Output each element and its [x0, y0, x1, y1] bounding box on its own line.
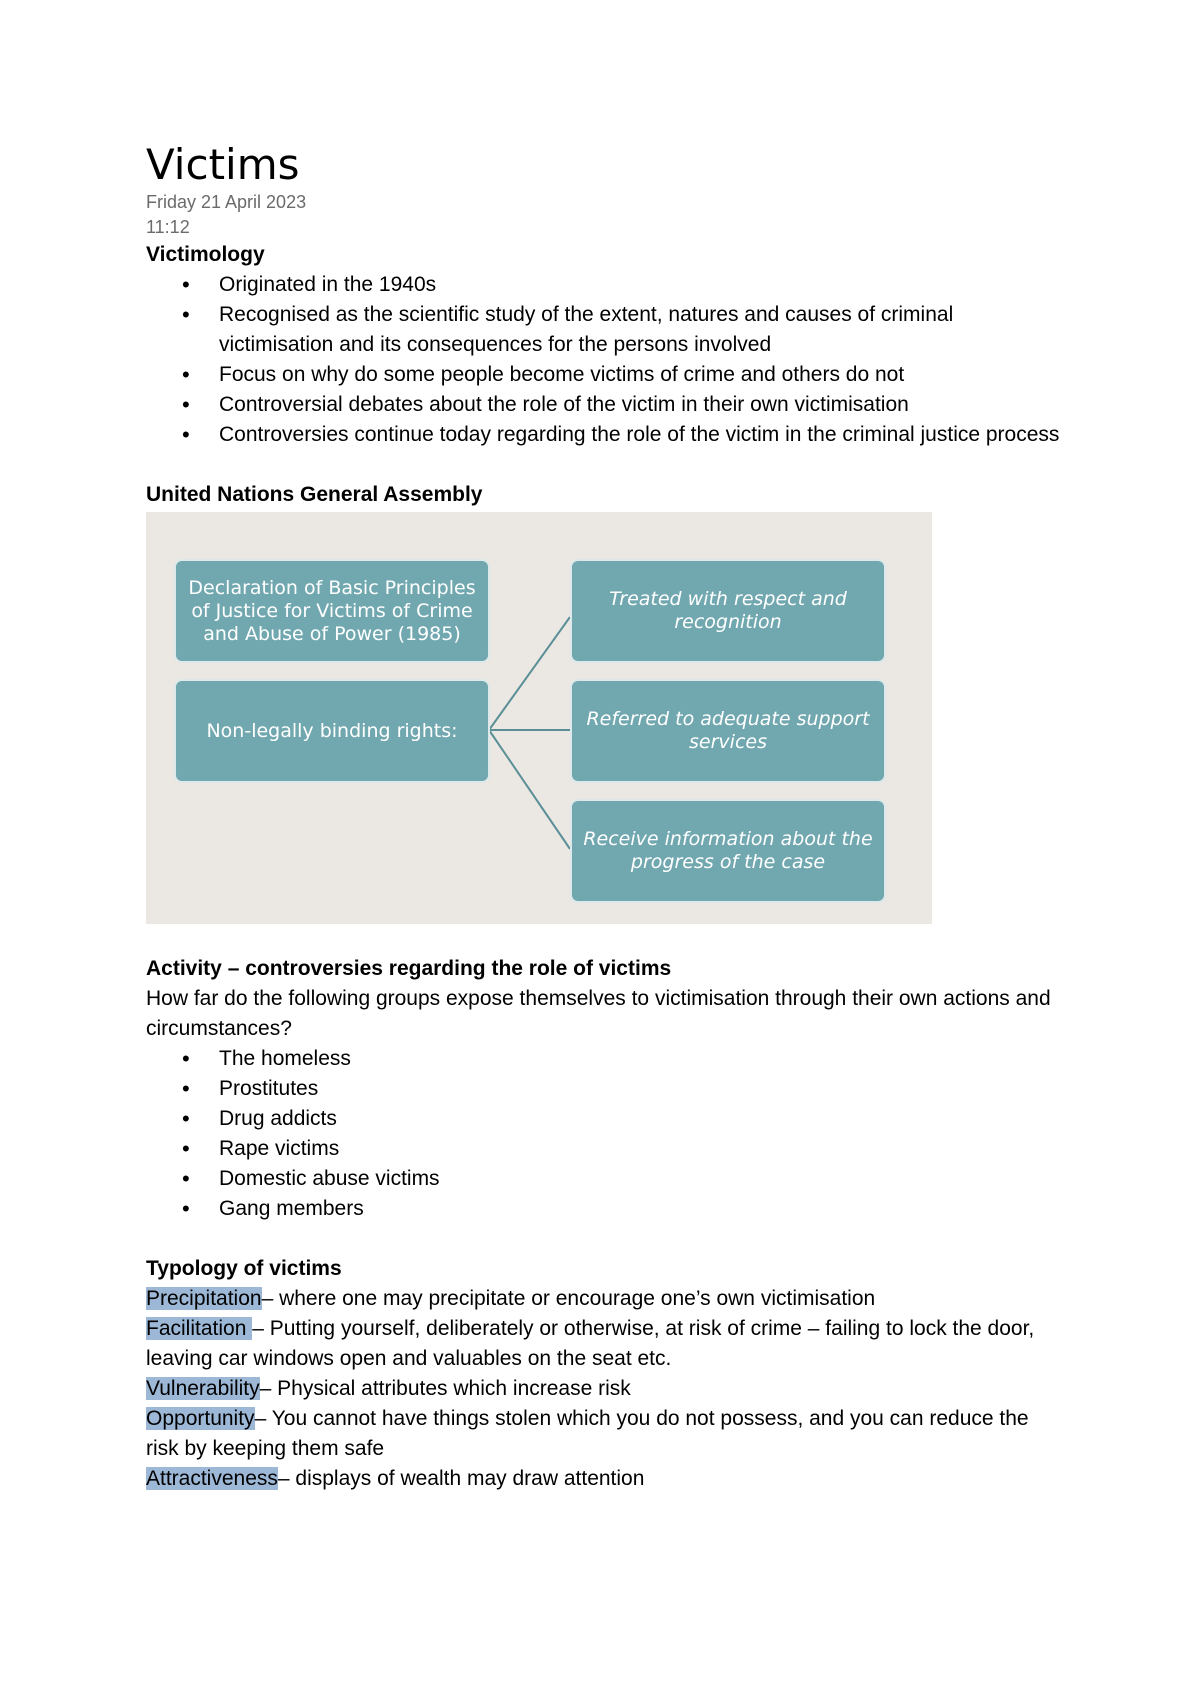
note-time: 11:12 — [146, 217, 190, 237]
activity-question: How far do the following groups expose themselves to victimisation through their own actions and circumstances? — [146, 987, 1051, 1040]
typology-term: Precipitation — [146, 1287, 262, 1310]
note-page — [146, 140, 1066, 1494]
list-item: • Domestic abuse victims — [219, 1164, 1066, 1194]
connector-line — [489, 617, 570, 730]
connector-line — [489, 730, 570, 849]
typology-term: Opportunity — [146, 1407, 255, 1430]
declaration-box: Declaration of Basic Principles of Justice for Victims of Crime and Abuse of Power (1985) — [174, 559, 490, 663]
activity-heading: Activity – controversies regarding the role of victims — [146, 957, 672, 980]
right-item-box: Receive information about the progress of the case — [570, 799, 886, 903]
typology-definition: – Putting yourself, deliberately or otherwise, at risk of crime – failing to lock the door, leaving car windows open and valuables on the seat etc. — [146, 1317, 1035, 1370]
typology-definition: – where one may precipitate or encourage one’s own victimisation — [261, 1287, 876, 1310]
un-rights-diagram — [146, 512, 932, 924]
typology-item — [146, 1314, 1066, 1374]
page-title: Victims — [146, 140, 300, 189]
right-item-box: Referred to adequate support services — [570, 679, 886, 783]
typology-item — [146, 1374, 1066, 1404]
note-date: Friday 21 April 2023 — [146, 192, 307, 212]
activity-groups-list — [146, 1044, 1066, 1224]
list-item: • Controversies continue today regarding the role of the victim in the criminal justice process — [219, 420, 1066, 450]
typology-term: Facilitation — [146, 1317, 253, 1340]
list-item: • Focus on why do some people become victims of crime and others do not — [219, 360, 1066, 390]
typology-item — [146, 1284, 1066, 1314]
un-heading: United Nations General Assembly — [146, 483, 483, 506]
right-item-box: Treated with respect and recognition — [570, 559, 886, 663]
typology-item — [146, 1404, 1066, 1464]
typology-heading: Typology of victims — [146, 1257, 342, 1280]
list-item: • Prostitutes — [219, 1074, 1066, 1104]
typology-definition: – Physical attributes which increase risk — [259, 1377, 631, 1400]
typology-item — [146, 1464, 1066, 1494]
victimology-heading: Victimology — [146, 243, 265, 266]
typology-definition: – You cannot have things stolen which you do not possess, and you can reduce the risk by keeping them safe — [146, 1407, 1029, 1460]
rights-box: Non-legally binding rights: — [174, 679, 490, 783]
list-item: • Recognised as the scientific study of the extent, natures and causes of criminal victimisation and its consequences for the persons involved — [219, 300, 1066, 360]
typology-definition: – displays of wealth may draw attention — [277, 1467, 645, 1490]
list-item: • The homeless — [219, 1044, 1066, 1074]
list-item: • Gang members — [219, 1194, 1066, 1224]
typology-term: Vulnerability — [146, 1377, 260, 1400]
list-item: • Controversial debates about the role of the victim in their own victimisation — [219, 390, 1066, 420]
victimology-list — [146, 270, 1066, 450]
list-item: • Drug addicts — [219, 1104, 1066, 1134]
list-item: • Rape victims — [219, 1134, 1066, 1164]
typology-term: Attractiveness — [146, 1467, 278, 1490]
list-item: • Originated in the 1940s — [219, 270, 1066, 300]
